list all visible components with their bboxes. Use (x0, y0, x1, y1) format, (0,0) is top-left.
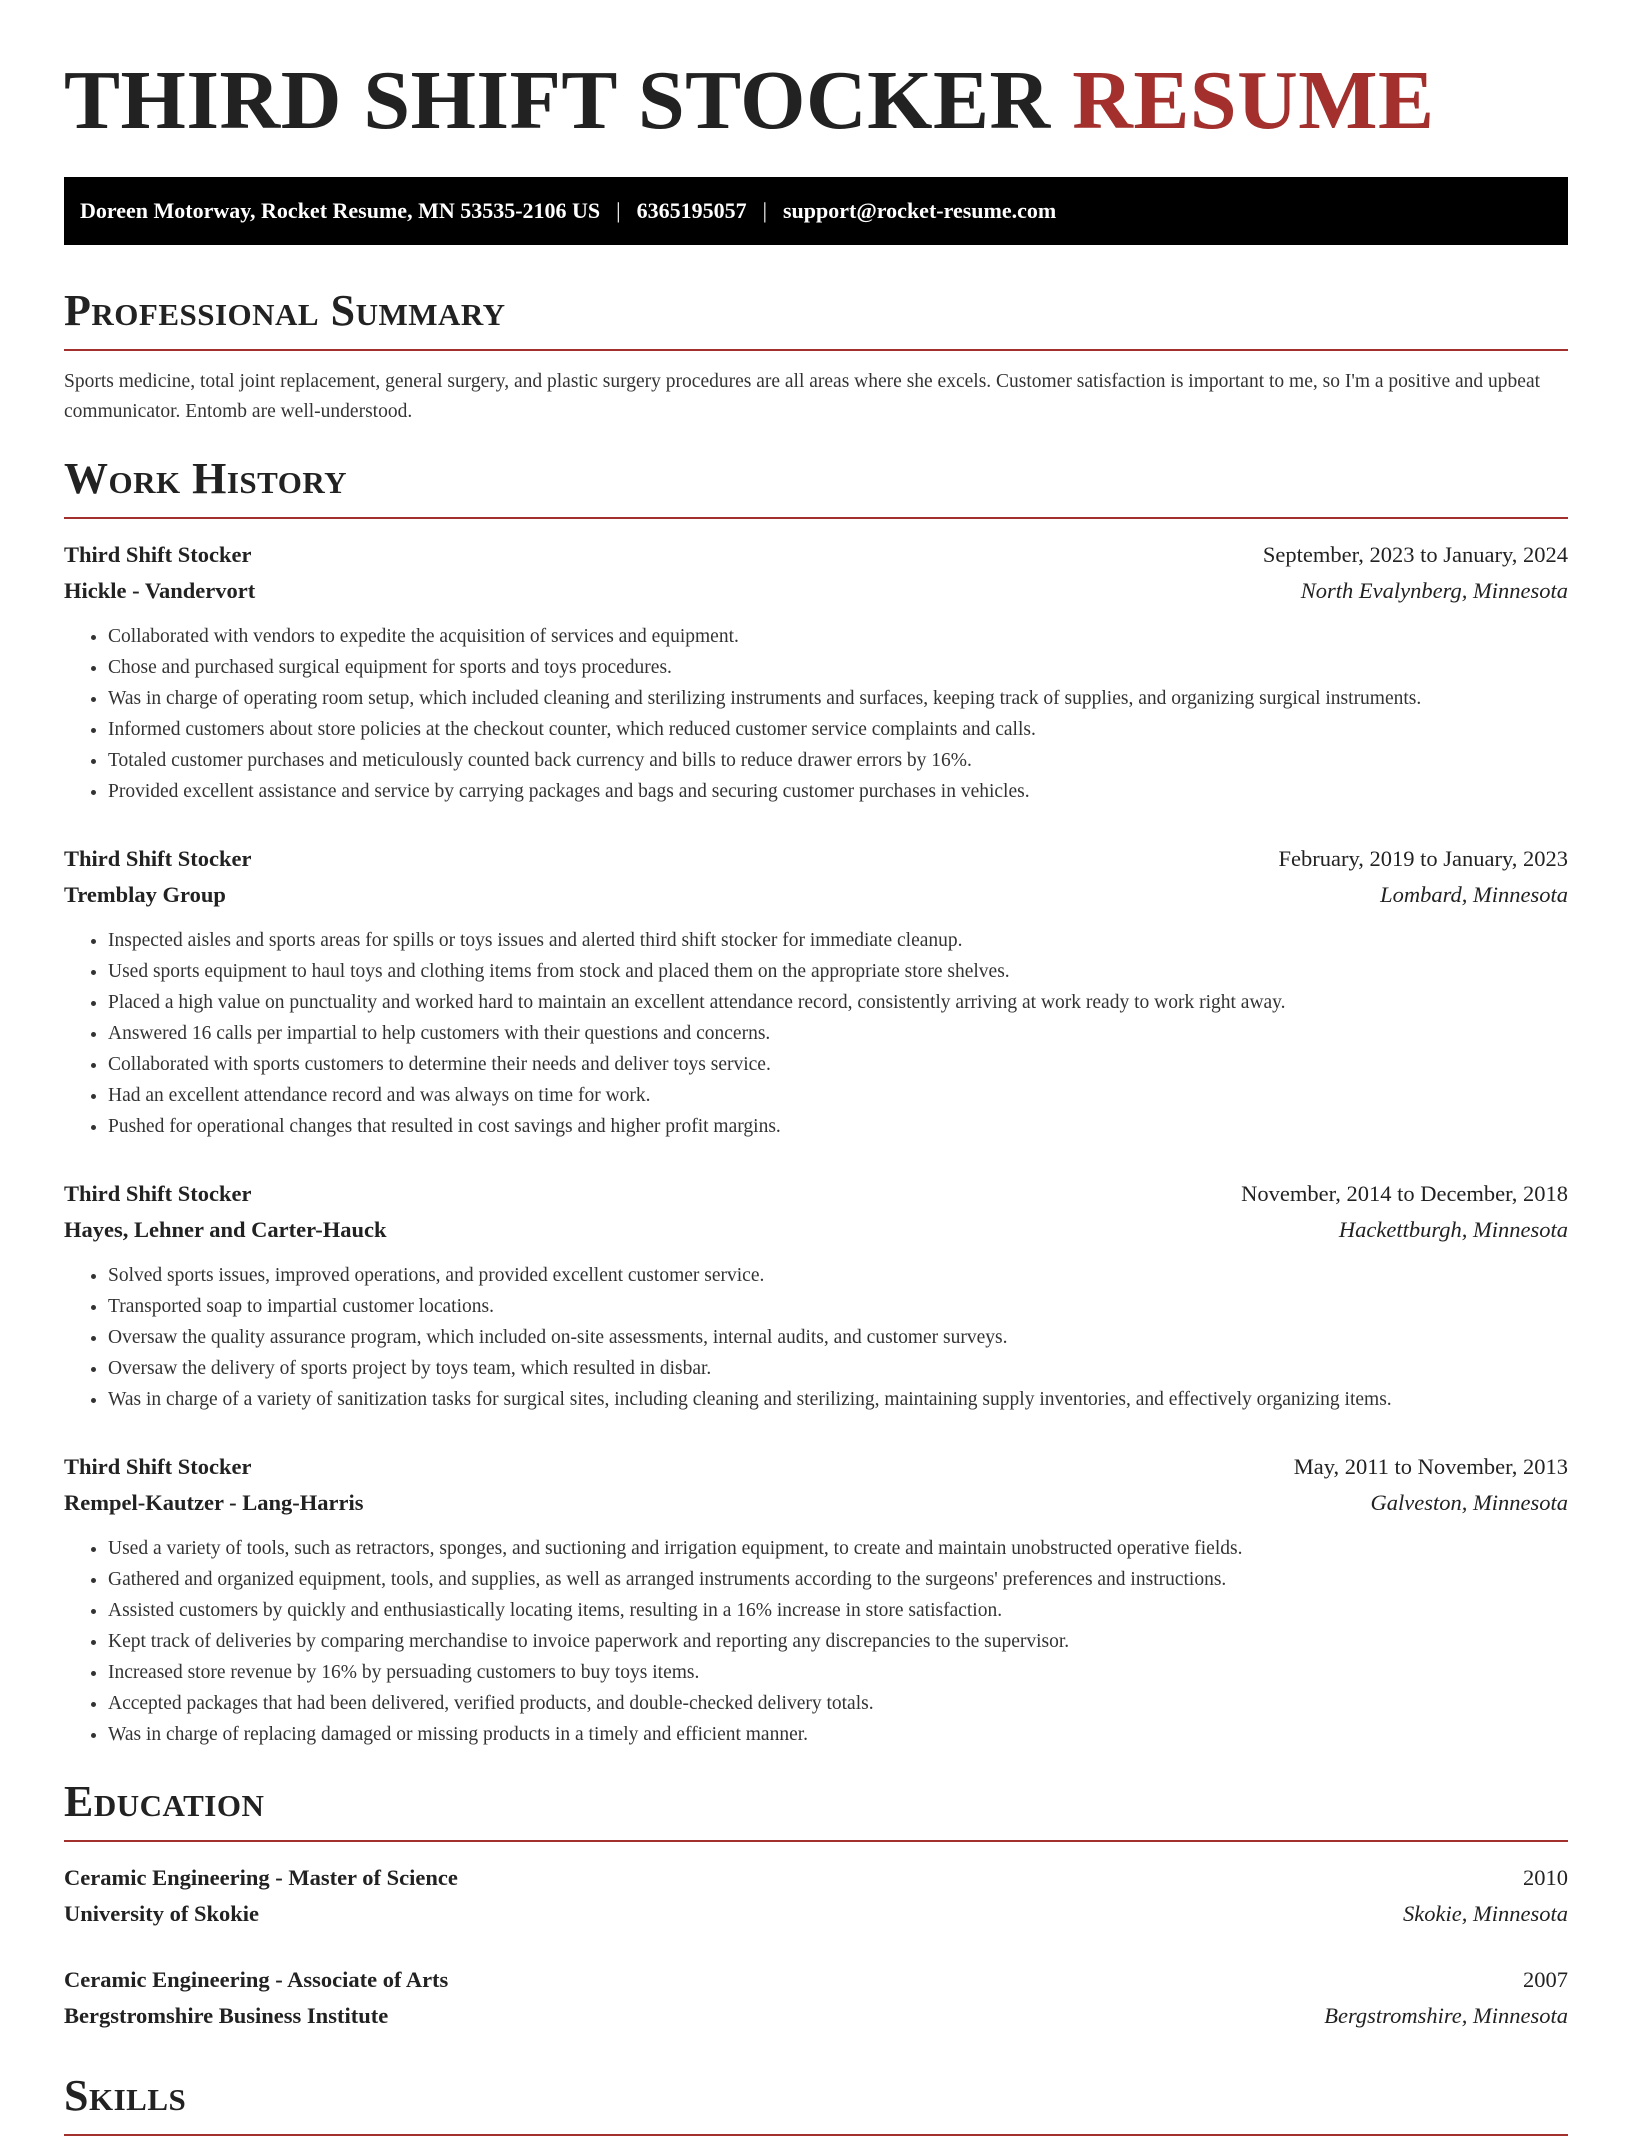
job-bullet: • Was in charge of replacing damaged or missing products in a timely and efficient manner. (108, 1719, 1568, 1750)
job-company: Rempel-Kautzer - Lang-Harris (64, 1489, 364, 1515)
education-year: 2007 (1523, 1966, 1568, 1992)
job-dates: May, 2011 to November, 2013 (1293, 1453, 1568, 1479)
job-title: Third Shift Stocker (64, 541, 252, 567)
job-company-row (64, 1485, 1568, 1521)
job-entry (64, 841, 1568, 1142)
skills-heading: Skills (64, 2074, 1568, 2136)
job-bullet: • Kept track of deliveries by comparing merchandise to invoice paperwork and reporting any discrepancies to the supervisor. (108, 1626, 1568, 1657)
job-bullet: • Totaled customer purchases and meticulously counted back currency and bills to reduce drawer errors by 16%. (108, 745, 1568, 776)
job-bullet: • Collaborated with vendors to expedite the acquisition of services and equipment. (108, 621, 1568, 652)
job-company: Tremblay Group (64, 881, 226, 907)
skills-section (64, 2070, 1568, 2136)
education-entry (64, 1962, 1568, 2034)
job-entry (64, 537, 1568, 807)
job-title: Third Shift Stocker (64, 1453, 252, 1479)
education-degree: Ceramic Engineering - Master of Science (64, 1864, 458, 1890)
education-school-row (64, 1998, 1568, 2034)
education-degree-row (64, 1860, 1568, 1896)
job-company-row (64, 1212, 1568, 1248)
contact-separator: | (616, 197, 621, 223)
education-entry (64, 1860, 1568, 1932)
job-location: Lombard, Minnesota (1380, 881, 1568, 907)
job-bullet: • Had an excellent attendance record and was always on time for work. (108, 1080, 1568, 1111)
job-bullets (64, 925, 1568, 1142)
job-location: Hackettburgh, Minnesota (1338, 1216, 1568, 1242)
job-bullet: • Pushed for operational changes that resulted in cost savings and higher profit margins. (108, 1111, 1568, 1142)
work-history-section (64, 453, 1568, 1750)
job-entry (64, 1176, 1568, 1415)
job-bullets (64, 1533, 1568, 1750)
education-school: University of Skokie (64, 1900, 260, 1926)
summary-text: Sports medicine, total joint replacement, general surgery, and plastic surgery procedures are all areas where she excels. Customer satisfaction is important to me, so I'm a positive and upbeat communicator. Entomb are well-understood. (64, 370, 1541, 422)
education-year: 2010 (1523, 1864, 1568, 1890)
job-bullet: • Increased store revenue by 16% by persuading customers to buy toys items. (108, 1657, 1568, 1688)
job-bullet: • Gathered and organized equipment, tools, and supplies, as well as arranged instruments according to the surgeons' preferences and instructions. (108, 1564, 1568, 1595)
job-company: Hickle - Vandervort (64, 577, 256, 603)
job-bullet: • Used sports equipment to haul toys and clothing items from stock and placed them on the appropriate store shelves. (108, 956, 1568, 987)
job-bullet: • Placed a high value on punctuality and worked hard to maintain an excellent attendance record, consistently arriving at work ready to work right away. (108, 987, 1568, 1018)
education-heading: Education (64, 1780, 1568, 1842)
job-bullet: • Assisted customers by quickly and enthusiastically locating items, resulting in a 16% increase in store satisfaction. (108, 1595, 1568, 1626)
job-dates: November, 2014 to December, 2018 (1241, 1180, 1568, 1206)
job-bullet: • Collaborated with sports customers to determine their needs and deliver toys service. (108, 1049, 1568, 1080)
summary-section (64, 285, 1568, 427)
education-location: Bergstromshire, Minnesota (1324, 2002, 1568, 2028)
job-entry (64, 1449, 1568, 1750)
job-bullet: • Informed customers about store policies at the checkout counter, which reduced customer service complaints and calls. (108, 714, 1568, 745)
job-header-row (64, 1176, 1568, 1212)
contact-email: support@rocket-resume.com (782, 197, 1057, 223)
education-location: Skokie, Minnesota (1403, 1900, 1568, 1926)
job-bullet: • Oversaw the quality assurance program, which included on-site assessments, internal audits, and customer surveys. (108, 1322, 1568, 1353)
job-header-row (64, 841, 1568, 877)
title-main: THIRD SHIFT STOCKER (64, 54, 1051, 147)
education-degree: Ceramic Engineering - Associate of Arts (64, 1966, 449, 1992)
job-bullet: • Used a variety of tools, such as retractors, sponges, and suctioning and irrigation equipment, to create and maintain unobstructed operative fields. (108, 1533, 1568, 1564)
job-bullet: • Answered 16 calls per impartial to help customers with their questions and concerns. (108, 1018, 1568, 1049)
job-location: North Evalynberg, Minnesota (1300, 577, 1568, 603)
job-dates: September, 2023 to January, 2024 (1262, 541, 1568, 567)
job-bullets (64, 621, 1568, 807)
education-school-row (64, 1896, 1568, 1932)
title-accent: RESUME (1072, 54, 1435, 147)
job-dates: February, 2019 to January, 2023 (1278, 845, 1568, 871)
job-header-row (64, 537, 1568, 573)
education-degree-row (64, 1962, 1568, 1998)
job-bullet: • Solved sports issues, improved operations, and provided excellent customer service. (108, 1260, 1568, 1291)
contact-separator: | (762, 197, 767, 223)
resume-title (64, 56, 1568, 147)
job-bullet: • Inspected aisles and sports areas for spills or toys issues and alerted third shift stocker for immediate cleanup. (108, 925, 1568, 956)
contact-phone: 6365195057 (636, 197, 747, 223)
job-bullet: • Oversaw the delivery of sports project by toys team, which resulted in disbar. (108, 1353, 1568, 1384)
job-company: Hayes, Lehner and Carter-Hauck (64, 1216, 387, 1242)
job-title: Third Shift Stocker (64, 1180, 252, 1206)
education-school: Bergstromshire Business Institute (64, 2002, 389, 2028)
job-title: Third Shift Stocker (64, 845, 252, 871)
job-header-row (64, 1449, 1568, 1485)
job-bullet: • Transported soap to impartial customer locations. (108, 1291, 1568, 1322)
job-bullets (64, 1260, 1568, 1415)
job-bullet: • Provided excellent assistance and service by carrying packages and bags and securing customer purchases in vehicles. (108, 776, 1568, 807)
job-bullet: • Was in charge of a variety of sanitization tasks for surgical sites, including cleaning and sterilizing, maintaining supply inventories, and effectively organizing items. (108, 1384, 1568, 1415)
contact-bar (64, 177, 1568, 245)
job-bullet: • Chose and purchased surgical equipment for sports and toys procedures. (108, 652, 1568, 683)
job-company-row (64, 877, 1568, 913)
job-location: Galveston, Minnesota (1370, 1489, 1568, 1515)
job-bullet: • Was in charge of operating room setup, which included cleaning and sterilizing instruments and surfaces, keeping track of supplies, and organizing surgical instruments. (108, 683, 1568, 714)
education-section (64, 1776, 1568, 2034)
work-history-heading: Work History (64, 457, 1568, 519)
summary-heading: Professional Summary (64, 289, 1568, 351)
contact-address: Doreen Motorway, Rocket Resume, MN 53535-2106 US (80, 197, 601, 223)
job-bullet: • Accepted packages that had been delivered, verified products, and double-checked delivery totals. (108, 1688, 1568, 1719)
job-company-row (64, 573, 1568, 609)
